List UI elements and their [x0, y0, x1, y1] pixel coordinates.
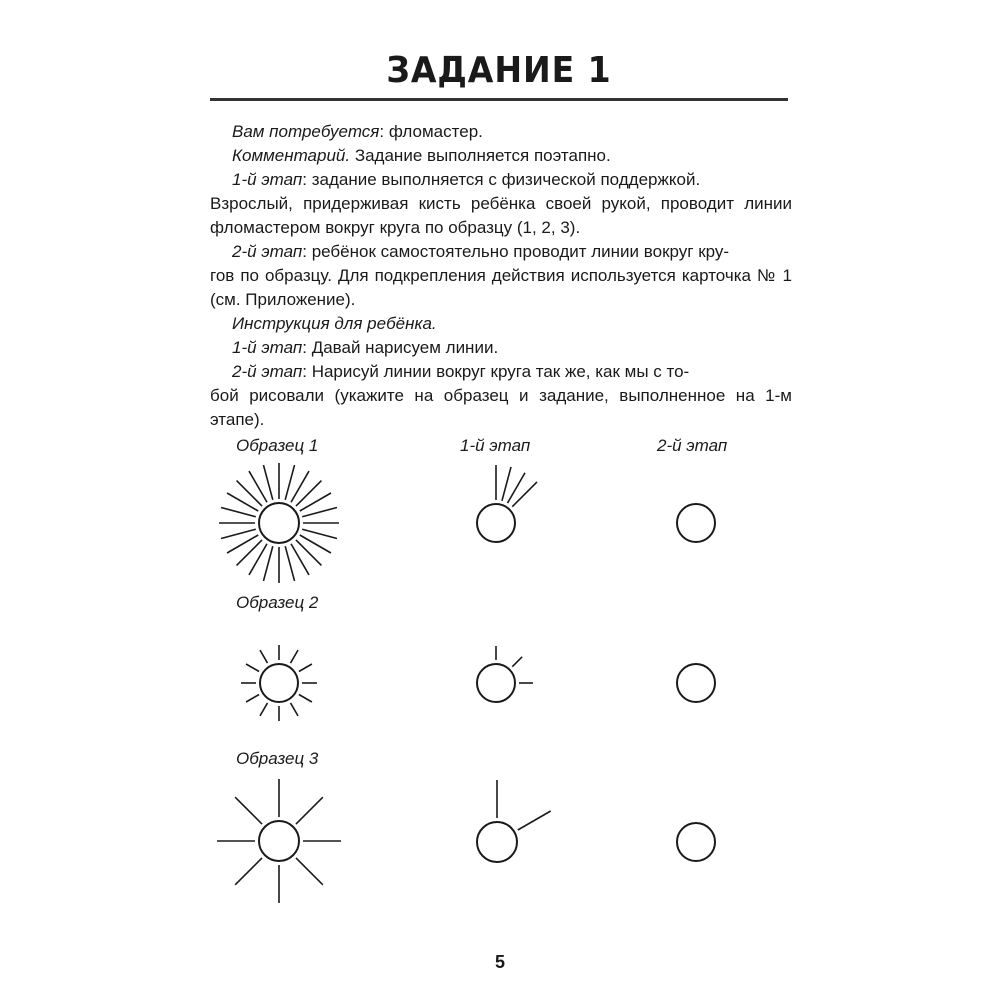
ray-line	[235, 797, 262, 824]
circle-shape	[477, 504, 515, 542]
circle-shape	[259, 503, 299, 543]
ray-line	[285, 465, 294, 500]
ray-line	[302, 529, 337, 538]
circle-shape	[477, 664, 515, 702]
stage2-label: 2-й этап	[232, 242, 303, 261]
ray-line	[300, 493, 331, 511]
ray-line	[296, 858, 323, 885]
ray-line	[508, 473, 526, 503]
ray-line	[296, 540, 321, 565]
sample-1-sun	[219, 463, 339, 583]
ray-line	[235, 858, 262, 885]
circle-shape	[677, 823, 715, 861]
ray-line	[299, 664, 312, 672]
stage-1-sun-2	[477, 646, 533, 702]
child-stage1-label: 1-й этап	[232, 338, 303, 357]
ray-line	[260, 650, 268, 663]
ray-line	[237, 540, 262, 565]
materials-text: : фломастер.	[379, 122, 483, 141]
circle-shape	[677, 504, 715, 542]
page-title: ЗАДАНИЕ 1	[386, 50, 612, 91]
stage1-continuation: Взрослый, придерживая кисть ребёнка своей рукой, проводит линии фломастером вокруг круга по образцу (1, 2, 3).	[210, 194, 792, 237]
ray-line	[263, 546, 272, 581]
ray-line	[227, 493, 258, 511]
ray-line	[249, 471, 267, 502]
caption-stage-1: 1-й этап	[460, 436, 531, 455]
stage-2-circle-1	[677, 504, 715, 542]
circle-shape	[260, 664, 298, 702]
child-stage2-text: : Нарисуй линии вокруг круга так же, как мы с то-	[302, 362, 690, 381]
ray-line	[300, 535, 331, 553]
ray-line	[296, 481, 321, 506]
caption-stage-2: 2-й этап	[657, 436, 728, 455]
caption-sample-2: Образец 2	[236, 593, 319, 612]
ray-line	[512, 657, 522, 667]
stage-2-circle-3	[677, 823, 715, 861]
comment-label: Комментарий.	[232, 146, 351, 165]
stage2-text: : ребёнок самостоятельно проводит линии вокруг кру-	[302, 242, 730, 261]
ray-line	[502, 467, 511, 501]
ray-line	[291, 703, 299, 716]
stage-2-circle-2	[677, 664, 715, 702]
caption-sample-3: Образец 3	[236, 749, 319, 768]
comment-text: Задание выполняется поэтапно.	[350, 146, 611, 165]
sample-2-sun	[241, 645, 317, 721]
child-stage2-label: 2-й этап	[232, 362, 303, 381]
page-number: 5	[494, 952, 505, 972]
ray-line	[263, 465, 272, 500]
ray-line	[260, 703, 268, 716]
stage1-label: 1-й этап	[232, 170, 303, 189]
circle-shape	[677, 664, 715, 702]
ray-line	[296, 797, 323, 824]
stage1-text: : задание выполняется с физической поддержкой.	[302, 170, 701, 189]
ray-line	[221, 529, 256, 538]
ray-line	[291, 471, 309, 502]
child-stage1-text: : Давай нарисуем линии.	[302, 338, 499, 357]
ray-line	[291, 650, 299, 663]
stage-1-sun-1	[477, 465, 537, 542]
child-instruction-label: Инструкция для ребёнка.	[232, 314, 437, 333]
sample-3-sun	[217, 779, 341, 903]
ray-line	[221, 507, 256, 516]
ray-line	[246, 695, 259, 703]
ray-line	[249, 544, 267, 575]
ray-line	[299, 695, 312, 703]
ray-line	[237, 481, 262, 506]
ray-line	[291, 544, 309, 575]
stage-1-sun-3	[477, 780, 551, 862]
ray-line	[512, 482, 537, 507]
caption-sample-1: Образец 1	[236, 436, 319, 455]
ray-line	[246, 664, 259, 672]
ray-line	[302, 507, 337, 516]
circle-shape	[477, 822, 517, 862]
child-stage2-continuation: бой рисовали (укажите на образец и задание, выполненное на 1-м этапе).	[210, 386, 792, 429]
stage2-continuation: гов по образцу. Для подкрепления действия используется карточка № 1 (см. Приложение).	[210, 266, 792, 309]
ray-line	[227, 535, 258, 553]
ray-line	[518, 811, 551, 830]
circle-shape	[259, 821, 299, 861]
materials-label: Вам потребуется	[232, 122, 380, 141]
ray-line	[285, 546, 294, 581]
